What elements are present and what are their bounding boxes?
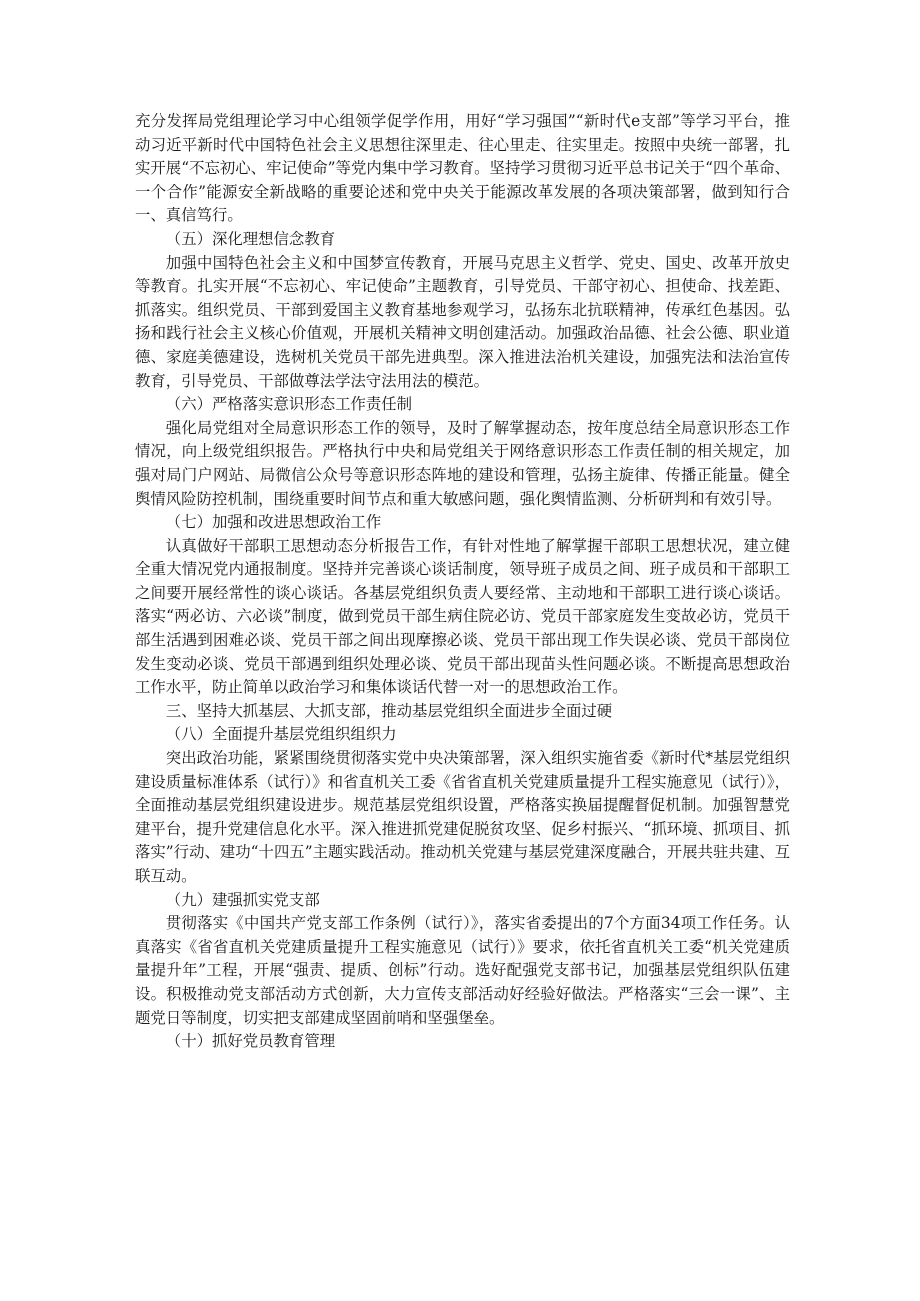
section-7-body: 认真做好干部职工思想动态分析报告工作，有针对性地了解掌握干部职工思想状况，建立健全重大情况党内通报制度。坚持并完善谈心谈话制度，领导班子成员之间、班子成员和干部职工之间要开展经常性的谈心谈话。各基层党组织负责人要经常、主动地和干部职工进行谈心谈话。落实“两必访、六必谈”制度，做到党员干部生病住院必访、党员干部家庭发生变故必访，党员干部生活遇到困难必谈、党员干部之间出现摩擦必谈、党员干部出现工作失误必谈、党员干部岗位发生变动必谈、党员干部遇到组织处理必谈、党员干部出现苗头性问题必谈。不断提高思想政治工作水平，防止简单以政治学习和集体谈话代替一对一的思想政治工作。: [135, 536, 790, 697]
section-6-heading: （六）严格落实意识形态工作责任制: [165, 395, 413, 414]
section-5-heading: （五）深化理想信念教育: [165, 229, 336, 248]
section-10-heading: （十）抓好党员教育管理: [165, 1032, 336, 1051]
section-7-heading: （七）加强和改进思想政治工作: [165, 513, 382, 532]
part-3-heading: 三、坚持大抓基层、大抓支部，推动基层党组织全面进步全面过硬: [165, 701, 613, 720]
section-8-heading: （八）全面提升基层党组织组织力: [165, 725, 397, 744]
section-5-body: 加强中国特色社会主义和中国梦宣传教育，开展马克思主义哲学、党史、国史、改革开放史等教育。扎实开展“不忘初心、牢记使命”主题教育，引导党员、干部守初心、担使命、找差距、抓落实。组织党员、干部到爱国主义教育基地参观学习，弘扬东北抗联精神，传承红色基因。弘扬和践行社会主义核心价值观，开展机关精神文明创建活动。加强政治品德、社会公德、职业道德、家庭美德建设，选树机关党员干部先进典型。深入推进法治机关建设，加强宪法和法治宣传教育，引导党员、干部做尊法学法守法用法的模范。: [135, 253, 790, 390]
document-page: [135, 110, 790, 1054]
opening-paragraph: 充分发挥局党组理论学习中心组领学促学作用，用好“学习强国”“新时代e支部”等学习平台，推动习近平新时代中国特色社会主义思想往深里走、往心里走、往实里走。按照中央统一部署，扎实开展“不忘初心、牢记使命”等党内集中学习教育。坚持学习贯彻习近平总书记关于“四个革命、一个合作”能源安全新战略的重要论述和党中央关于能源改革发展的各项决策部署，做到知行合一、真信笃行。: [135, 112, 790, 225]
section-9-heading: （九）建强抓实党支部: [165, 890, 320, 909]
section-8-body: 突出政治功能，紧紧围绕贯彻落实党中央决策部署，深入组织实施省委《新时代*基层党组织建设质量标准体系（试行）》和省直机关工委《省省直机关党建质量提升工程实施意见（试行）》，全面推动基层党组织建设进步。规范基层党组织设置，严格落实换届提醒督促机制。加强智慧党建平台，提升党建信息化水平。深入推进抓党建促脱贫攻坚、促乡村振兴、“抓环境、抓项目、抓落实”行动、建功“十四五”主题实践活动。推动机关党建与基层党建深度融合，开展共驻共建、互联互动。: [135, 749, 790, 885]
section-9-body: 贯彻落实《中国共产党支部工作条例（试行）》，落实省委提出的7个方面34项工作任务。认真落实《省省直机关党建质量提升工程实施意见（试行）》要求，依托省直机关工委“机关党建质量提升年”工程，开展“强责、提质、创标”行动。选好配强党支部书记，加强基层党组织队伍建设。积极推动党支部活动方式创新，大力宣传支部活动好经验好做法。严格落实“三会一课”、主题党日等制度，切实把支部建成坚固前哨和坚强堡垒。: [135, 914, 790, 1027]
section-6-body: 强化局党组对全局意识形态工作的领导，及时了解掌握动态，按年度总结全局意识形态工作情况，向上级党组织报告。严格执行中央和局党组关于网络意识形态工作责任制的相关规定，加强对局门户网站、局微信公众号等意识形态阵地的建设和管理，弘扬主旋律、传播正能量。健全舆情风险防控机制，围绕重要时间节点和重大敏感问题，强化舆情监测、分析研判和有效引导。: [135, 418, 790, 508]
